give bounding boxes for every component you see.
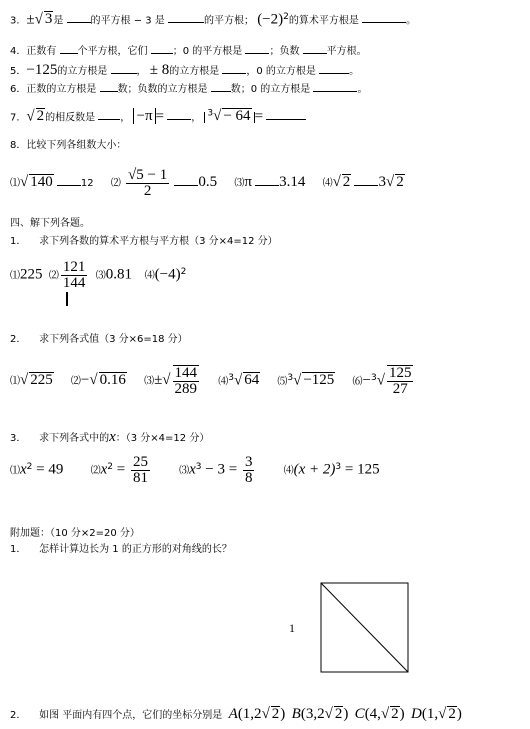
p2-item-6-number: ⑹ [352, 376, 363, 388]
p3-item-2-eq: = [112, 461, 129, 478]
q8-item-4-number: ⑷ [322, 178, 333, 189]
part-2-items [10, 358, 429, 398]
q8-item-4-radicand: 2 [342, 174, 351, 190]
extra-2-text: 如图 平面内有四个点，它们的坐标分别是 [39, 710, 223, 721]
part-1-number: 1． [10, 236, 27, 247]
p3-item-4-number: ⑷ [283, 465, 294, 477]
q5-blank-3[interactable] [319, 62, 349, 74]
p1-item-4-number: ⑷ [144, 270, 155, 282]
p3-item-1-rhs: = 49 [32, 461, 64, 478]
q7-radicand: 2 [36, 108, 45, 125]
part-3-text: 求下列各式中的 [39, 433, 110, 444]
q8-item-4-radicand-2: 2 [396, 174, 404, 190]
p3-item-2-fraction [131, 455, 150, 486]
q5-end: 。 [349, 66, 360, 77]
q8-item-1-radicand: 140 [30, 174, 53, 190]
q8-item-1-value: 12 [80, 178, 94, 189]
part-3-text-2: ：（3 分×4=12 分） [115, 433, 210, 444]
p3-item-3 [179, 447, 256, 491]
p2-item-6-sign: − [362, 372, 371, 389]
p2-item-6: ⑹−$^3$√ $\frac{125}{27}$ [352, 365, 412, 398]
q4-blank-4[interactable] [303, 42, 327, 54]
p1-item-1-number: ⑴ [10, 270, 20, 282]
p2-item-4-index: 3 [228, 373, 234, 383]
p2-item-4-number: ⑷ [218, 376, 229, 388]
q3-text-d: 的平方根 − 3 是 [90, 15, 165, 27]
q8-item-3-number: ⑶ [234, 178, 245, 189]
q5-value-d: ± 8 [149, 62, 170, 78]
point-d: D(1,√ 2) [411, 706, 462, 722]
q5-text-f: ，0 的立方根是 [246, 66, 316, 77]
q5-text-b: 的立方根是 [57, 66, 108, 77]
q6-blank-3[interactable] [313, 80, 357, 92]
point-a-radicand: 2 [271, 706, 280, 722]
part-1-heading [10, 235, 278, 249]
q7-blank-1[interactable] [98, 108, 120, 120]
q7-number: 7． [10, 112, 27, 124]
part-2-number: 2． [10, 334, 27, 345]
p2-item-5-radicand: −125 [303, 372, 335, 389]
q6-text-b: 数；负数的立方根是 [117, 84, 208, 95]
question-6 [10, 80, 367, 97]
q7-text-c: ， [120, 112, 131, 124]
q6-blank-1[interactable] [100, 80, 118, 92]
q8-item-3-pi: π [244, 174, 252, 190]
point-d-close: ) [456, 706, 462, 722]
extra-title: 附加题：（10 分×2=20 分） [10, 528, 140, 539]
part-3-heading [10, 430, 209, 446]
p3-item-3-var: x [189, 461, 196, 478]
part-2-heading [10, 333, 188, 347]
p2-item-3-num: 144 [174, 365, 198, 382]
point-b-close: ) [343, 706, 349, 722]
p2-item-1: ⑴√ 225 [10, 372, 53, 389]
p2-item-2-radicand: 0.16 [99, 372, 126, 389]
p3-item-2-number: ⑵ [90, 465, 101, 477]
q6-text-a: 正数的立方根是 [26, 84, 97, 95]
p3-item-1-var: x [20, 461, 27, 478]
q3-pm: ± [26, 11, 35, 28]
q3-blank-1[interactable] [67, 11, 91, 23]
q8-item-1-blank[interactable] [57, 174, 81, 186]
q7-eq-1: = [155, 108, 164, 125]
p2-item-5: ⑸$^3$√ −125 [277, 372, 335, 389]
q8-item-2-fraction [126, 168, 169, 199]
p3-item-1-number: ⑴ [10, 465, 20, 477]
part-2-text: 求下列各式值（3 分×6=18 分） [39, 334, 188, 345]
p2-item-2-sign: − [80, 372, 90, 389]
p3-item-3-eq: − 3 = [201, 461, 241, 478]
question-8 [10, 139, 126, 153]
q7-eq-2: = [254, 108, 264, 125]
part-3-number: 3． [10, 433, 27, 444]
q6-text-c: 数；0 的立方根是 [230, 84, 311, 95]
p3-item-2-var: x [100, 461, 108, 478]
q8-item-1-number: ⑴ [10, 178, 20, 189]
square-side-label: 1 [289, 621, 295, 635]
p2-item-5-index: 3 [287, 373, 294, 383]
q8-item-2-num: √5 − 1 [128, 166, 168, 183]
p2-item-4-radicand: 64 [244, 372, 260, 389]
p3-item-2-power: 2 [107, 462, 113, 472]
p3-item-2-den: 81 [132, 469, 148, 486]
q4-text-b: ；0 的平方根是 [172, 46, 243, 57]
point-a-label: A [228, 706, 238, 722]
question-3: 3．±√ 3是 的平方根 − 3 是 的平方根； $(-2)^2$的算术平方根是 。 [10, 11, 417, 28]
q4-blank-3[interactable] [245, 42, 269, 54]
p2-item-6-fraction [387, 365, 414, 397]
q5-number: 5． [10, 66, 27, 77]
q7-root-index: 3 [207, 109, 214, 119]
point-d-label: D [411, 706, 422, 722]
q6-blank-2[interactable] [211, 80, 231, 92]
point-c-label: C [354, 706, 365, 722]
q8-item-3-value: 3.14 [279, 174, 306, 190]
p2-item-6-den: 27 [392, 381, 408, 398]
q3-text-c: 是 [53, 15, 64, 27]
q4-text-c: ；负数 [269, 46, 300, 57]
p3-item-3-num: 3 [244, 453, 253, 470]
extra-1-text: 怎样计算边长为 1 的正方形的对角线的长？ [39, 544, 232, 555]
p3-item-1 [10, 447, 63, 491]
p2-item-3-den: 289 [174, 381, 198, 398]
q4-text-t: 正数有 [26, 46, 57, 57]
q3-power: 2 [283, 12, 289, 22]
point-a-close: ) [280, 706, 286, 722]
p1-item-2-fraction [61, 260, 88, 291]
q8-item-2-blank[interactable] [174, 174, 198, 186]
q4-text-a: 个平方根，它们 [77, 46, 148, 57]
q5-text-e: 的立方根是 [169, 66, 220, 77]
point-c-radicand: 2 [391, 706, 399, 722]
q5-blank-2[interactable] [222, 62, 246, 74]
p2-item-2: ⑵−√ 0.16 [70, 372, 126, 389]
q8-item-1: ⑴√ 140 12 [10, 174, 94, 190]
q3-blank-3[interactable] [362, 11, 406, 23]
p3-item-3-fraction [243, 455, 255, 486]
q3-end: 。 [406, 15, 417, 27]
square-diagonal [321, 583, 408, 672]
p2-item-3-number: ⑶ [144, 376, 155, 388]
q8-item-2 [111, 162, 217, 204]
p3-item-1-power: 2 [26, 462, 33, 472]
q7-abs-pi: −π [133, 108, 155, 124]
p3-item-3-power: 3 [195, 462, 202, 472]
q7-cube-radicand: − 64 [223, 108, 251, 125]
p2-item-3: ⑶±√ $\frac{144}{289}$ [144, 365, 198, 398]
p2-item-3-fraction [173, 365, 200, 397]
q8-item-4-coef: 3 [378, 174, 386, 190]
p1-item-4-value: (−4) [154, 266, 181, 283]
p3-item-4-expr: (x + 2) [293, 461, 336, 478]
part-3-items [10, 447, 394, 487]
extra-2 [10, 706, 462, 723]
point-a-coord: (1,2 [237, 706, 262, 722]
p3-item-3-number: ⑶ [179, 465, 190, 477]
q8-item-4: ⑷√ 2 3√ 2 [322, 174, 404, 190]
point-d-coord: (1, [421, 706, 439, 722]
p3-item-2 [91, 447, 152, 491]
point-c: C(4,√ 2) [354, 706, 405, 722]
point-a: A(1,2√ 2) [228, 706, 286, 722]
p3-item-2-num: 25 [132, 453, 148, 470]
q3-text-e: 的平方根； [204, 15, 254, 27]
q4-blank-2[interactable] [151, 42, 173, 54]
q8-item-3-blank[interactable] [255, 174, 279, 186]
extra-1-number: 1． [10, 544, 27, 555]
q8-item-2-den: 2 [143, 182, 152, 199]
q4-blank-1[interactable] [60, 42, 78, 54]
part-3-variable: x [109, 429, 116, 445]
square-diagram [283, 580, 413, 676]
p2-item-2-number: ⑵ [70, 376, 81, 388]
q3-blank-2[interactable] [168, 11, 204, 23]
p1-item-4-power: 2 [180, 267, 187, 277]
extra-1 [10, 543, 232, 557]
q8-item-4-blank[interactable] [354, 174, 378, 186]
text-cursor [66, 292, 68, 306]
p1-item-2-number: ⑵ [48, 270, 59, 282]
point-b-radicand: 2 [334, 706, 343, 722]
p3-item-4-power: 3 [335, 462, 342, 472]
point-d-radicand: 2 [448, 706, 456, 722]
p3-item-4-rhs: = 125 [341, 461, 380, 478]
p2-item-5-number: ⑸ [277, 376, 288, 388]
q8-title: 比较下列各组数大小： [26, 140, 127, 151]
p2-item-4: ⑷$^3$√ 64 [218, 372, 260, 389]
part-1-items [10, 252, 186, 292]
point-c-coord: (4, [364, 706, 381, 722]
q6-end: 。 [357, 84, 368, 95]
q4-text-d: 平方根。 [326, 46, 367, 57]
q4-number: 4． [10, 46, 27, 57]
p2-item-1-number: ⑴ [10, 376, 20, 388]
q3-number: 3． [10, 15, 27, 27]
p3-item-4 [284, 447, 380, 491]
q5-text-c: ， [136, 66, 147, 77]
p3-item-3-den: 8 [244, 469, 253, 486]
p1-item-1-value: 225 [20, 266, 43, 283]
question-4 [10, 42, 367, 59]
point-b-coord: (3,2 [300, 706, 325, 722]
p2-item-6-index: 3 [370, 373, 377, 383]
q3-text-h: 的算术平方根是 [288, 15, 359, 27]
q8-item-3 [234, 162, 305, 204]
question-5 [10, 62, 359, 79]
q5-blank-1[interactable] [111, 62, 137, 74]
q7-blank-3[interactable] [266, 108, 306, 120]
part-1-text: 求下列各数的算术平方根与平方根（3 分×4=12 分） [39, 236, 278, 247]
p1-item-2-num: 121 [62, 258, 86, 275]
q8-number: 8． [10, 140, 27, 151]
q8-items [10, 162, 419, 202]
q7-text-f: ， [191, 112, 202, 124]
q8-item-2-value: 0.5 [198, 174, 218, 190]
question-7: 7．√ 2的相反数是 ， −π = ， $^3$√ − 64 = [10, 107, 306, 125]
q3-radicand: 3 [44, 11, 53, 28]
point-b: B(3,2√ 2) [291, 706, 349, 722]
q6-number: 6． [10, 84, 27, 95]
q5-value-a: −125 [26, 62, 58, 78]
p2-item-1-radicand: 225 [30, 372, 53, 389]
p1-item-2-den: 144 [62, 274, 86, 291]
extra-2-number: 2． [10, 710, 27, 721]
p2-item-6-num: 125 [388, 365, 412, 382]
q7-blank-2[interactable] [167, 108, 191, 120]
point-b-label: B [291, 706, 301, 722]
section-4-title: 四、解下列各题。 [10, 218, 90, 229]
q7-text-b: 的相反数是 [45, 112, 96, 124]
p1-item-3-number: ⑶ [95, 270, 106, 282]
p2-item-3-sign: ± [154, 372, 163, 389]
q8-item-2-number: ⑵ [110, 178, 121, 189]
q3-expr: (−2) [257, 11, 284, 28]
p1-item-3-value: 0.81 [105, 266, 132, 283]
point-c-close: ) [399, 706, 405, 722]
